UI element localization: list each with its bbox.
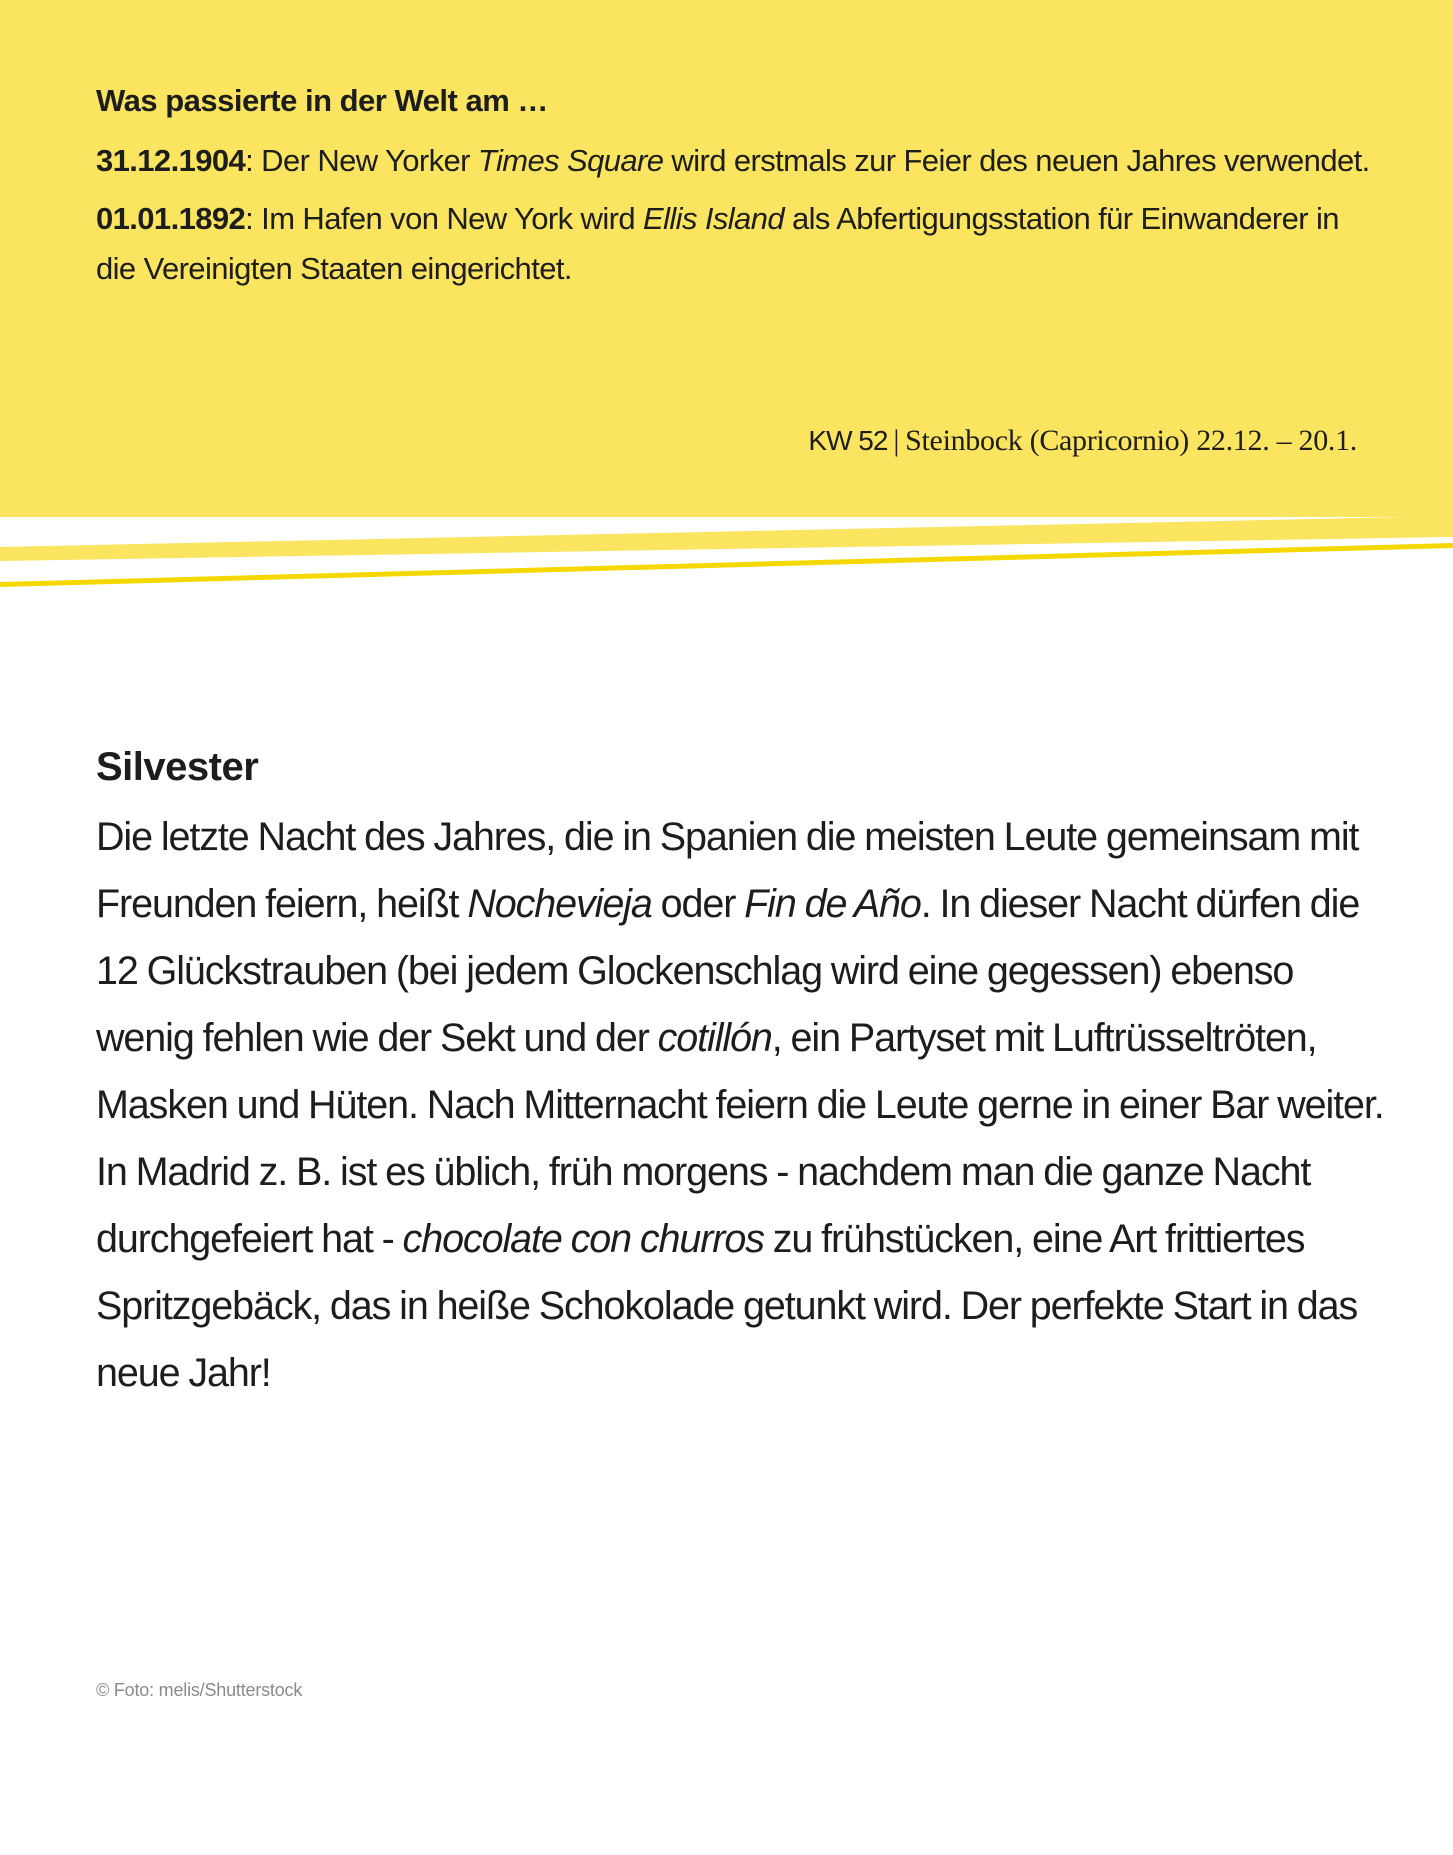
article	[96, 738, 1386, 1407]
light-yellow-wedge	[0, 516, 1453, 561]
zodiac-sign: Steinbock (Capricornio) 22.12. – 20.1.	[905, 424, 1357, 457]
separator: |	[893, 424, 900, 457]
fact-date: 01.01.1892	[96, 201, 246, 236]
body-text: . In dieser Nacht dürfen die 12 Glückstrauben (bei jedem Glockenschlag wird eine gegessen) ebenso wenig fehlen wie der Sekt und der	[96, 882, 1360, 1060]
article-body	[96, 804, 1386, 1407]
fact-emphasis: Ellis Island	[643, 201, 784, 236]
photo-credit: © Foto: melis/Shutterstock	[96, 1680, 303, 1700]
week-zodiac-info	[808, 424, 1357, 458]
history-facts	[96, 80, 1376, 302]
calendar-week: KW 52	[808, 425, 888, 456]
body-text: , ein Partyset mit Luftrüsseltröten, Masken und Hüten. Nach Mitternacht feiern die Leute gerne in einer Bar weiter. In Madrid z. B. ist es üblich, früh morgens - nachdem man die ganze Nacht durchgefeiert hat -	[96, 1016, 1384, 1261]
body-emphasis: Fin de Año	[744, 882, 921, 926]
fact-emphasis: Times Square	[477, 143, 664, 178]
fact-item	[96, 136, 1376, 186]
fact-text: : Im Hafen von New York wird	[245, 201, 643, 236]
decorative-stripes	[0, 500, 1453, 610]
body-text: Die letzte Nacht des Jahres, die in Spanien die meisten Leute gemeinsam mit Freunden feiern, heißt	[96, 815, 1359, 926]
fact-text: : Der New Yorker	[245, 143, 478, 178]
body-emphasis: Nochevieja	[467, 882, 652, 926]
fact-text: als Abfertigungsstation für Einwanderer in die Vereinigten Staaten eingerichtet.	[96, 201, 1339, 286]
fact-item	[96, 194, 1376, 294]
body-text: oder	[651, 882, 745, 926]
body-emphasis: chocolate con churros	[402, 1217, 764, 1261]
body-text: zu frühstücken, eine Art frittiertes Spritzgebäck, das in heiße Schokolade getunkt wird. Der perfekte Start in das neue Jahr!	[96, 1217, 1358, 1395]
article-title: Silvester	[96, 745, 259, 789]
body-emphasis: cotillón	[657, 1016, 772, 1060]
facts-title: Was passierte in der Welt am …	[96, 83, 548, 118]
fact-text: wird erstmals zur Feier des neuen Jahres verwendet.	[663, 143, 1370, 178]
fact-date: 31.12.1904	[96, 143, 246, 178]
